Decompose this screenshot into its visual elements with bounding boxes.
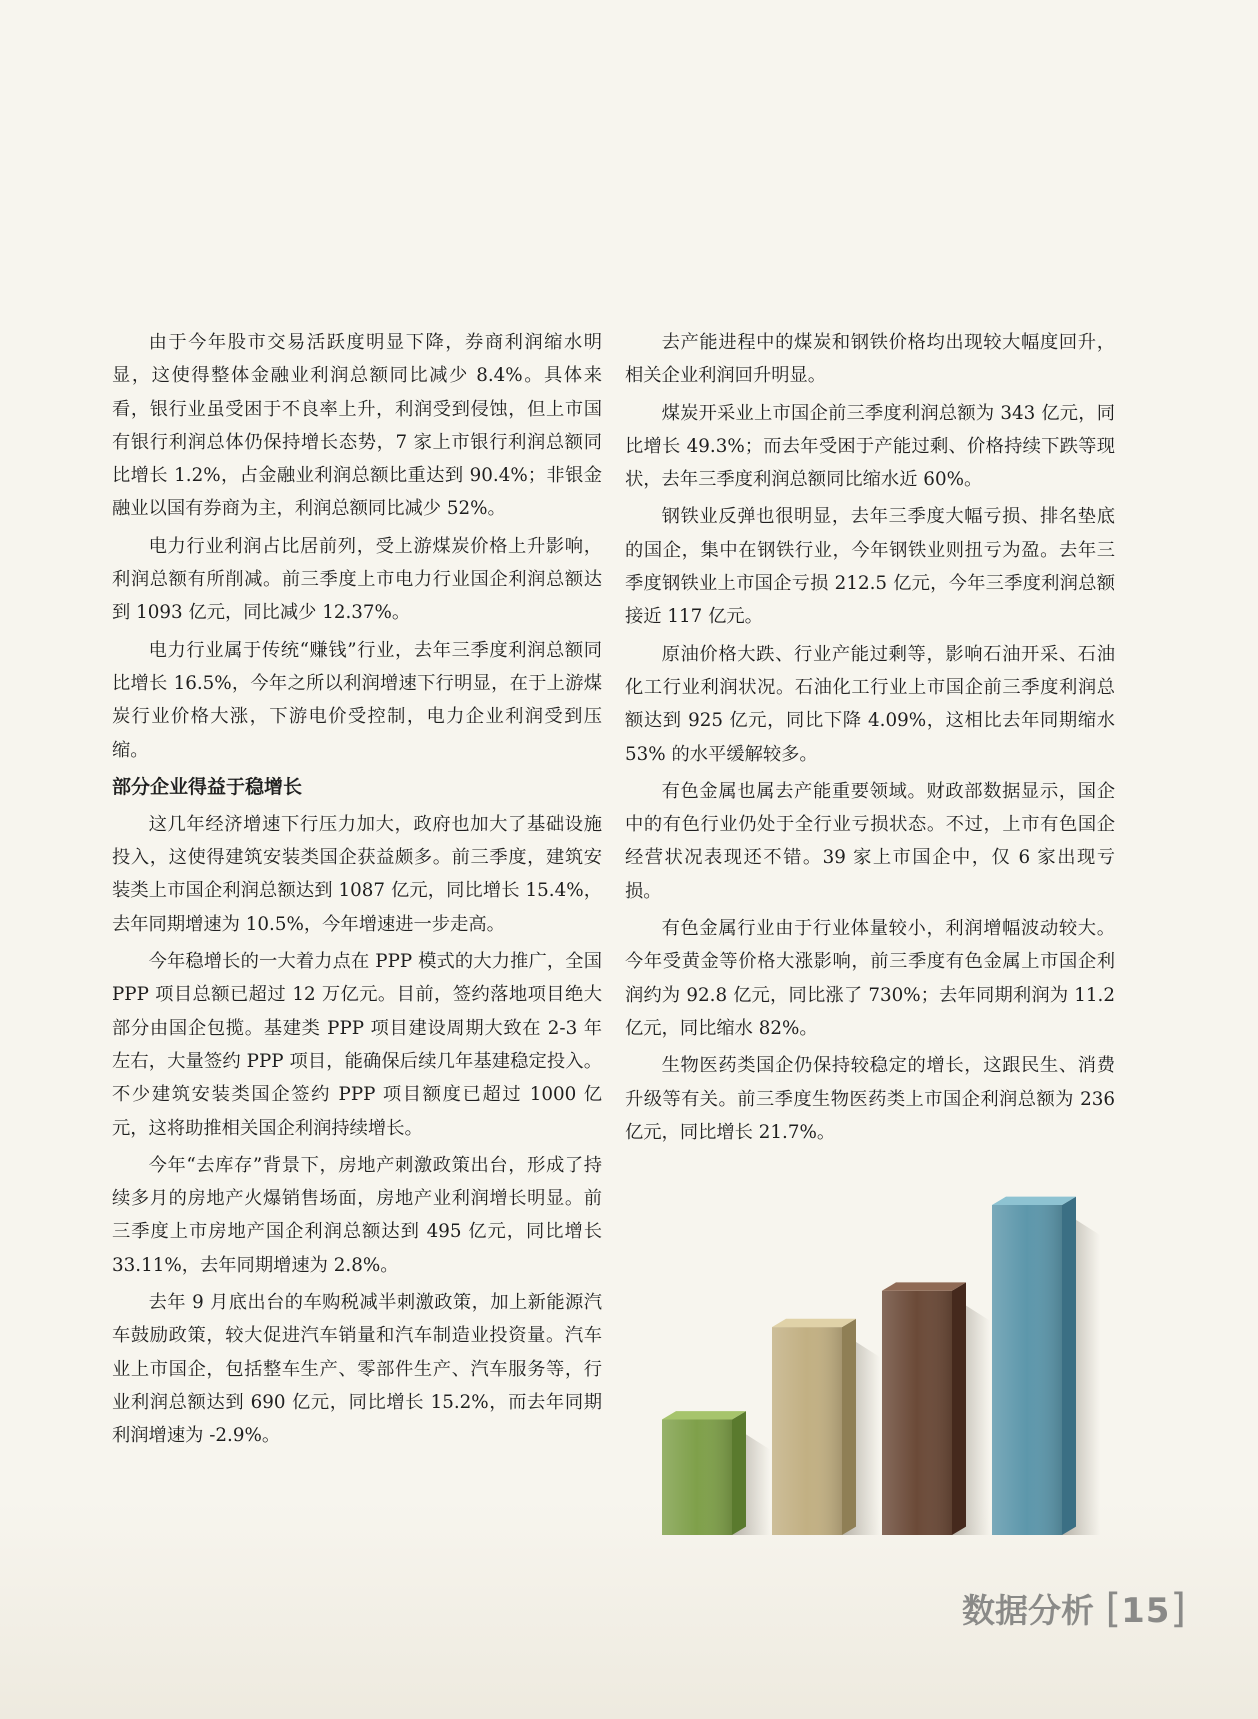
page-footer (962, 1585, 1186, 1632)
close-bracket: ] (1170, 1586, 1186, 1632)
bar-side-face (952, 1282, 966, 1535)
bar-side-face (732, 1411, 746, 1535)
bar-front-shading (992, 1205, 1062, 1535)
bar-2 (772, 1319, 880, 1535)
bar-front-shading (772, 1327, 842, 1535)
bar-side-face (842, 1319, 856, 1535)
paragraph-real-estate: 今年“去库存”背景下，房地产刺激政策出台，形成了持续多月的房地产火爆销售场面，房地产业利润增长明显。前三季度上市房地产国企利润总额达到 495 亿元，同比增长 33.11%，去年同期增速为 2.8%。 (112, 1154, 602, 1276)
bar-top-face (662, 1411, 746, 1419)
bar-3 (882, 1282, 990, 1535)
section-label: 数据分析 (961, 1591, 1094, 1630)
paragraph-power-industry-reason: 电力行业属于传统“赚钱”行业，去年三季度利润总额同比增长 16.5%，今年之所以利润增速下行明显，在于上游煤炭行业价格大涨，下游电价受控制，电力企业利润受到压缩。 (112, 639, 602, 761)
bar-side-face (1062, 1197, 1076, 1535)
paragraph-steel: 钢铁业反弹也很明显，去年三季度大幅亏损、排名垫底的国企，集中在钢铁行业，今年钢铁业则扭亏为盈。去年三季度钢铁业上市国企亏损 212.5 亿元，今年三季度利润总额接近 117 亿元。 (625, 506, 1115, 628)
bar-front-shading (882, 1291, 952, 1535)
paragraph-petrochemical: 原油价格大跌、行业产能过剩等，影响石油开采、石油化工行业利润状况。石油化工行业上市国企前三季度利润总额达到 925 亿元，同比下降 4.09%，这相比去年同期缩水 53% 的水平缓解较多。 (625, 643, 1115, 765)
open-bracket: [ (1105, 1586, 1122, 1632)
paragraph-financial-profit: 由于今年股市交易活跃度明显下降，券商利润缩水明显，这使得整体金融业利润总额同比减少 8.4%。具体来看，银行业虽受困于不良率上升，利润受到侵蚀，但上市国有银行利润总体仍保持增长态势，7 家上市银行利润总额同比增长 1.2%，占金融业利润总额比重达到 90.4%；非银金融业以国有券商为主，利润总额同比减少 52%。 (112, 332, 602, 520)
paragraph-power-industry: 电力行业利润占比居前列，受上游煤炭价格上升影响，利润总额有所削减。前三季度上市电力行业国企利润总额达到 1093 亿元，同比减少 12.37%。 (112, 535, 602, 624)
bar-1 (662, 1411, 770, 1535)
paragraph-ppp: 今年稳增长的一大着力点在 PPP 模式的大力推广，全国 PPP 项目总额已超过 12 万亿元。目前，签约落地项目绝大部分由国企包揽。基建类 PPP 项目建设周期大致在 2-3 年左右，大量签约 PPP 项目，能确保后续几年基建稳定投入。不少建筑安装类国企签约 PPP 项目额度已超过 1000 亿元，这将助推相关国企利润持续增长。 (112, 951, 602, 1139)
paragraph-construction: 这几年经济增速下行压力加大，政府也加大了基础设施投入，这使得建筑安装类国企获益颇多。前三季度，建筑安装类上市国企利润总额达到 1087 亿元，同比增长 15.4%，去年同期增速为 10.5%，今年增速进一步走高。 (112, 813, 602, 935)
bar-top-face (772, 1319, 856, 1327)
bar-top-face (882, 1282, 966, 1290)
paragraph-coal: 煤炭开采业上市国企前三季度利润总额为 343 亿元，同比增长 49.3%；而去年受困于产能过剩、价格持续下跌等现状，去年三季度利润总额同比缩水近 60%。 (625, 402, 1115, 491)
bar-illustration (650, 1160, 1120, 1550)
paragraph-nonferrous-volatility: 有色金属行业由于行业体量较小，利润增幅波动较大。今年受黄金等价格大涨影响，前三季度有色金属上市国企利润约为 92.8 亿元，同比涨了 730%；去年同期利润为 11.2 亿元，同比缩水 82%。 (625, 918, 1115, 1039)
bar-top-face (992, 1197, 1076, 1205)
paragraph-nonferrous: 有色金属也属去产能重要领域。财政部数据显示，国企中的有色行业仍处于全行业亏损状态。不过，上市有色国企经营状况表现还不错。39 家上市国企中，仅 6 家出现亏损。 (625, 780, 1115, 902)
bar-front-shading (662, 1420, 732, 1536)
section-heading: 部分企业得益于稳增长 (112, 775, 303, 798)
paragraph-biomedicine: 生物医药类国企仍保持较稳定的增长，这跟民生、消费升级等有关。前三季度生物医药类上市国企利润总额为 236 亿元，同比增长 21.7%。 (625, 1055, 1115, 1143)
paragraph-automobile: 去年 9 月底出台的车购税减半刺激政策，加上新能源汽车鼓励政策，较大促进汽车销量和汽车制造业投资量。汽车业上市国企，包括整车生产、零部件生产、汽车服务等，行业利润总额达到 690 亿元，同比增长 15.2%，而去年同期利润增速为 -2.9%。 (112, 1292, 602, 1447)
left-column (112, 326, 602, 1457)
right-column (625, 326, 1115, 1153)
page-number: 15 (1121, 1591, 1171, 1631)
paragraph-overcapacity: 去产能进程中的煤炭和钢铁价格均出现较大幅度回升，相关企业利润回升明显。 (625, 332, 1115, 387)
bar-4 (992, 1197, 1100, 1535)
